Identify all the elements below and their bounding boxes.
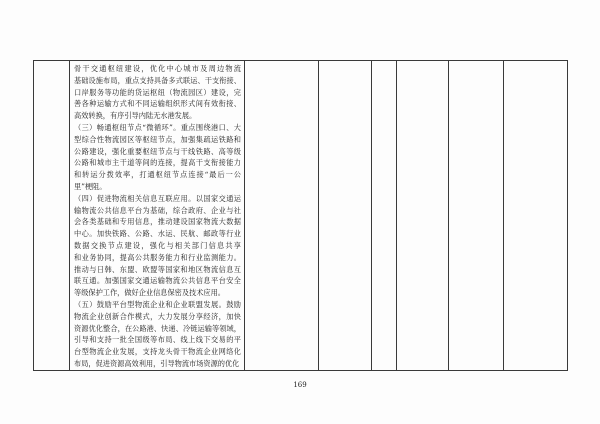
page-number: 169 <box>293 381 307 389</box>
content-cell <box>70 61 245 371</box>
text-line: 数据交换节点建设，强化与相关部门信息共享 <box>74 240 241 250</box>
plan-table <box>33 60 568 371</box>
paragraph <box>74 193 241 299</box>
content-text-block <box>70 61 244 370</box>
text-line: 骨干交通枢纽建设，优化中心城市及周边物流 <box>74 64 241 73</box>
text-line: 里”梗阻。 <box>74 181 107 191</box>
table-row <box>34 61 568 371</box>
text-line: 布局，促进资源高效利用，引导物流市场资源的优化 <box>74 358 240 368</box>
text-line: （三）畅通枢纽节点“微循环”。重点围绕港口、大 <box>74 122 241 132</box>
text-line: （四）促进物流相关信息互联应用。以国家交通运 <box>74 193 241 203</box>
text-line: 高效转换，有序引导内陆无水港发展。 <box>74 111 197 121</box>
empty-cell <box>319 61 372 371</box>
text-line: 等级保护工作，做好企业信息保密及技术应用。 <box>74 288 225 298</box>
text-line: 输物流公共信息平台为基础，综合政府、企业与社 <box>74 205 241 215</box>
text-line: 公路和城市主干道等间的连接，提高干支衔接能力 <box>74 158 241 168</box>
text-line: 公路建设，强化重要枢纽节点与干线铁路、高等级 <box>74 146 241 156</box>
text-line: 口岸服务等功能的货运枢纽（物流园区）建设，完 <box>74 87 241 97</box>
text-line: 和业务协同，提高公共服务能力和行业监测能力。 <box>74 252 241 262</box>
text-line: 推动与日韩、东盟、欧盟等国家和地区物流信息互 <box>74 264 241 274</box>
empty-cell <box>449 61 504 371</box>
empty-cell <box>397 61 449 371</box>
empty-cell <box>372 61 397 371</box>
text-line: 物流企业创新合作模式，大力发展分享经济，加快 <box>74 311 241 321</box>
empty-cell-index <box>34 61 70 371</box>
paragraph <box>74 63 241 122</box>
text-line: 善各种运输方式和不同运输组织形式间有效衔接、 <box>74 99 241 109</box>
text-line: （五）鼓励平台型物流企业和企业联盟发展。鼓励 <box>74 299 241 309</box>
text-line: 和转运分拨效率，打通枢纽节点连接“最后一公 <box>74 170 241 180</box>
paragraph <box>74 122 241 193</box>
empty-cell <box>504 61 568 371</box>
text-line: 型综合性物流园区等枢纽节点，加强集疏运铁路和 <box>74 134 241 144</box>
text-line: 资源优化整合，在公路港、快递、冷链运输等领域， <box>74 323 241 333</box>
paragraph <box>74 299 241 370</box>
text-line: 基础设施布局，重点支持具备多式联运、干支衔接、 <box>74 75 241 85</box>
text-line: 会各类基础和专用信息，推动建设国家物流大数据 <box>74 217 241 227</box>
text-line: 联互通。加强国家交通运输物流公共信息平台安全 <box>74 276 241 286</box>
text-line: 引导和支持一批全国级等布局、线上线下交易的平 <box>74 335 241 345</box>
text-line: 中心。加快铁路、公路、水运、民航、邮政等行业 <box>74 229 241 239</box>
empty-cell <box>245 61 319 371</box>
text-line: 台型物流企业发展，支持龙头骨干物流企业网络化 <box>74 347 241 357</box>
